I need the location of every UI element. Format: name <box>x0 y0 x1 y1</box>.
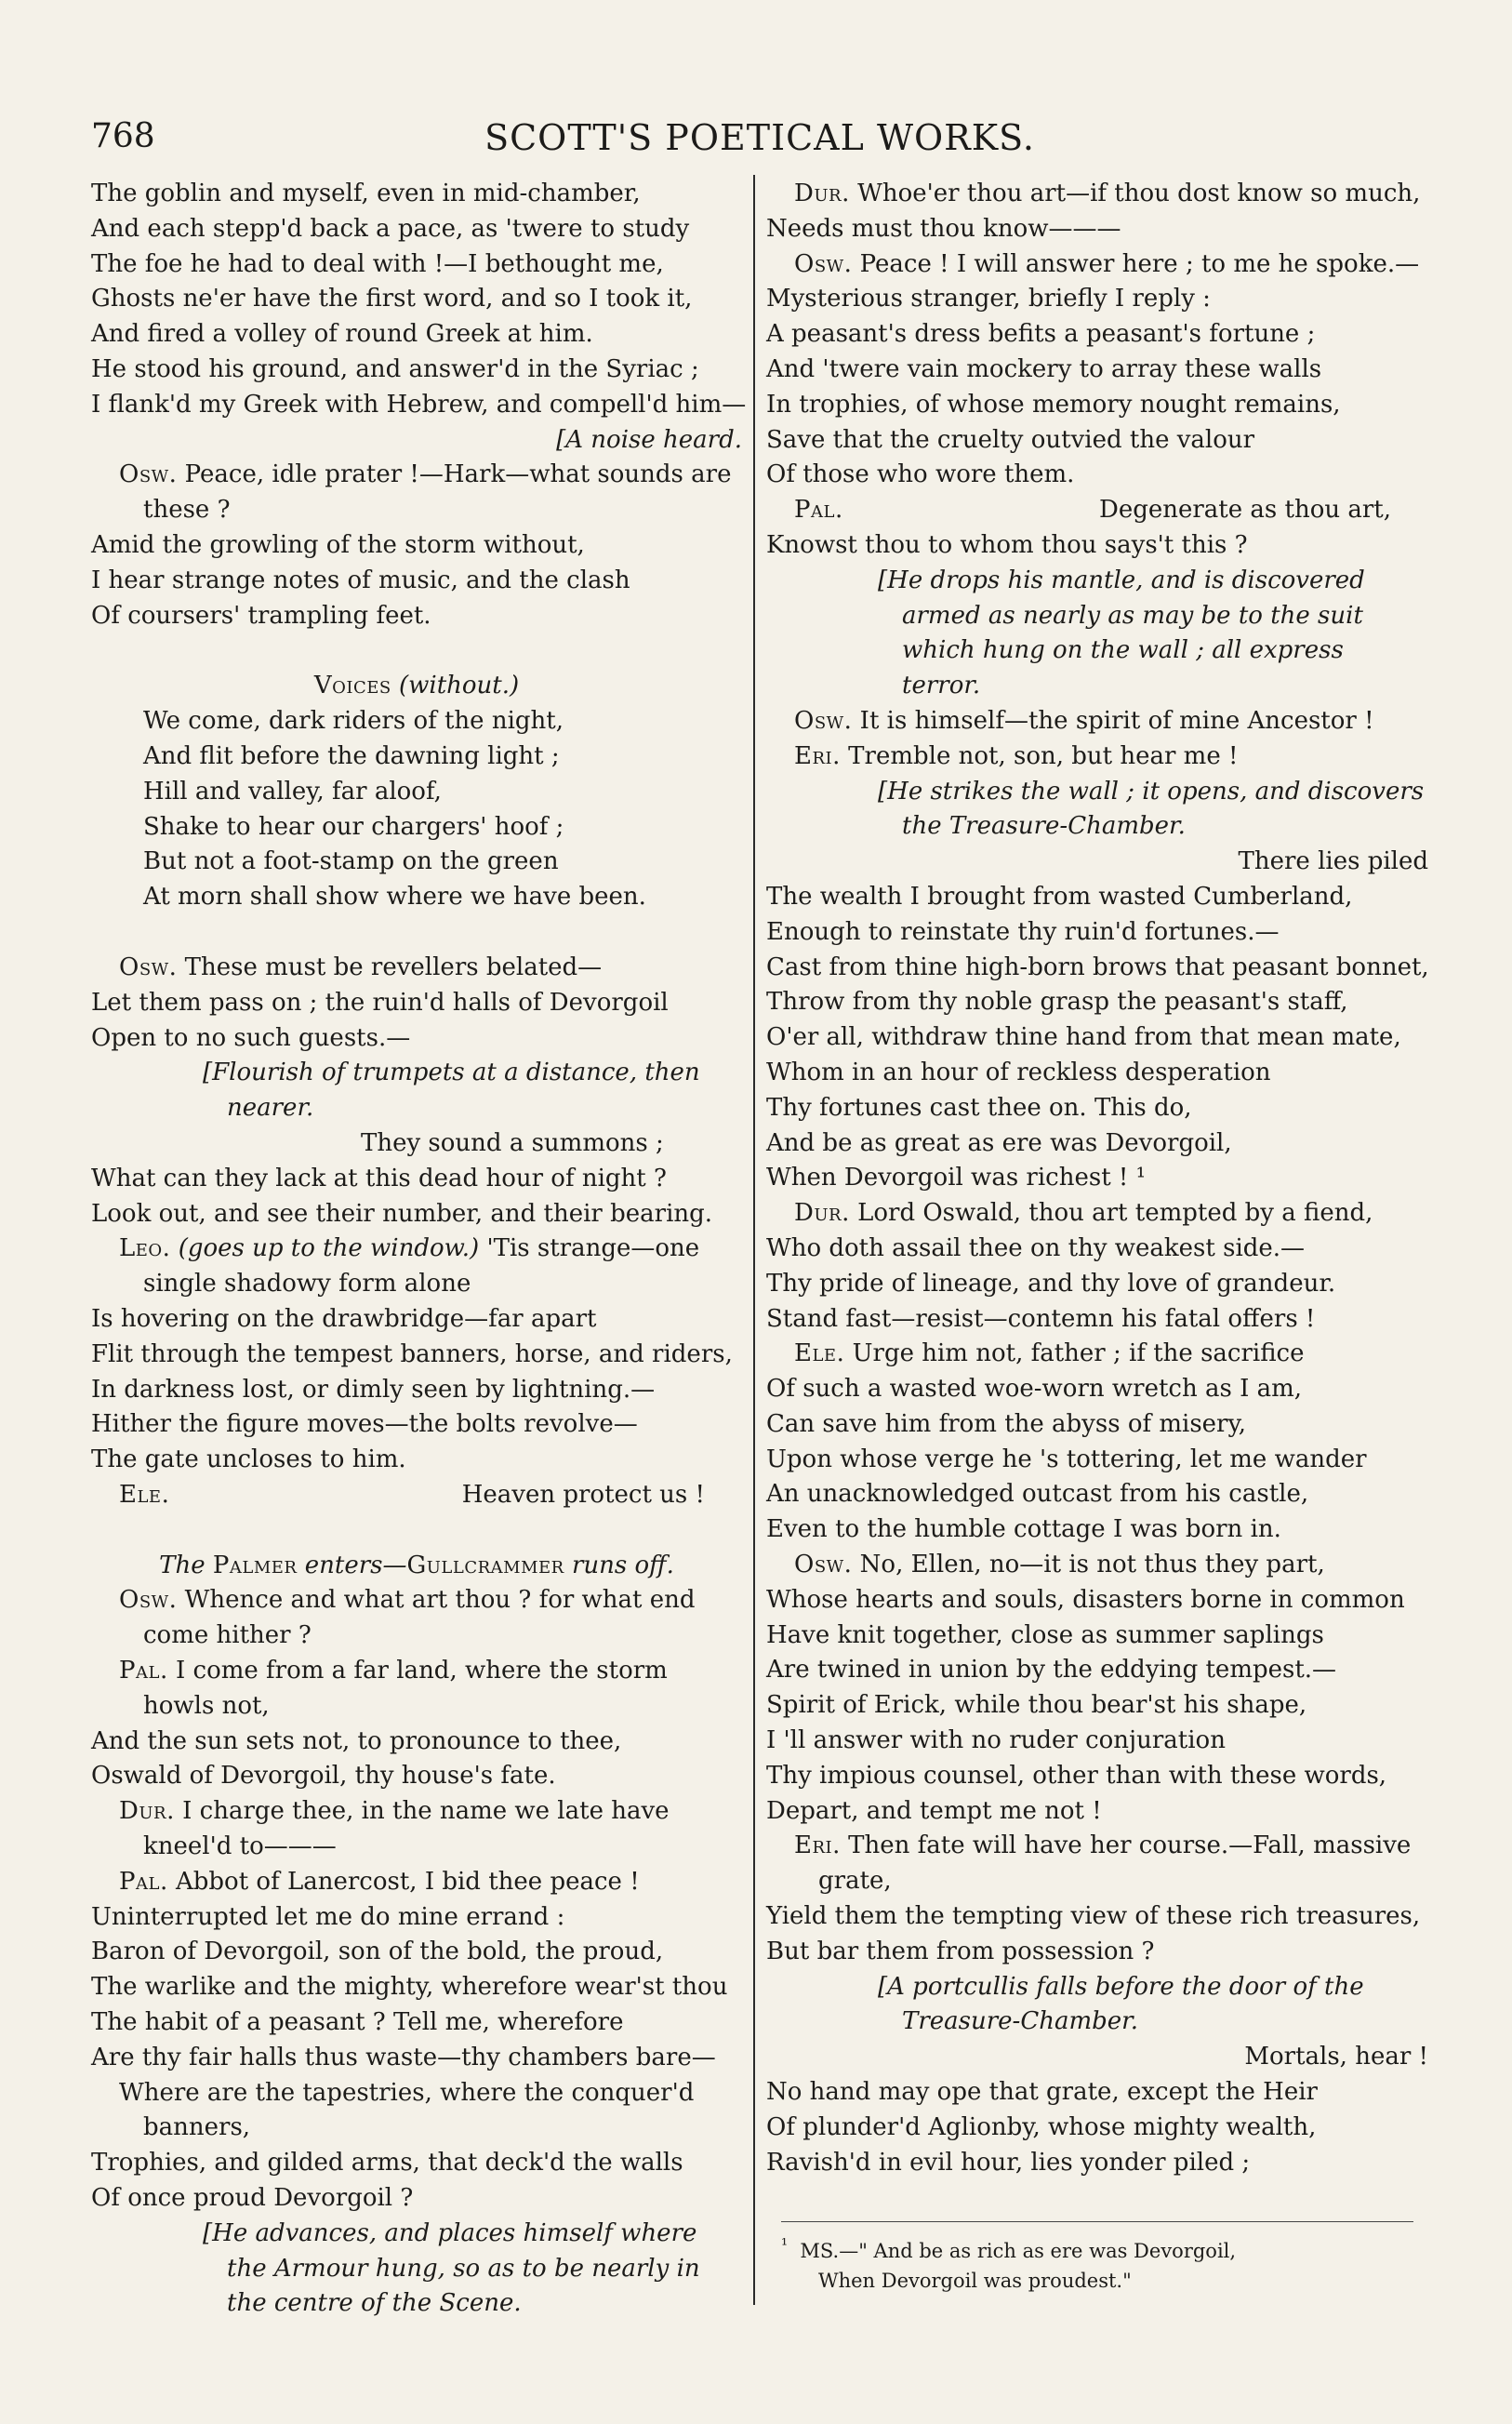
page-header <box>91 117 1428 164</box>
verse-line: The habit of a peasant ? Tell me, wherefore <box>91 2008 624 2037</box>
speech-line <box>91 1478 742 1513</box>
speaker-name: Osw. <box>794 706 853 735</box>
verse-line: Throw from thy noble grasp the peasant's staff, <box>766 988 1348 1017</box>
verse-line: Mysterious stranger, briefly I reply : <box>766 285 1211 313</box>
verse-line: Trophies, and gilded arms, that deck'd the walls <box>91 2149 683 2178</box>
verse-line: Open to no such guests.— <box>91 1023 411 1052</box>
verse-line: Ghosts ne'er have the first word, and so I took it, <box>91 285 693 313</box>
speaker-name: Pal. <box>119 1657 168 1685</box>
verse-line: Knowst thou to whom thou says't this ? <box>766 530 1248 559</box>
speech-line: Osw. No, Ellen, no—it is not thus they part, <box>794 1551 1325 1579</box>
verse-line: The gate uncloses to him. <box>91 1445 406 1474</box>
verse-line: Yield them the tempting view of these rich treasures, <box>766 1902 1421 1931</box>
stage-direction: [He advances, and places himself where the Armour hung, so as to be nearly in the centre of the Scene. <box>203 2218 700 2318</box>
verse-line: Cast from thine high-born brows that peasant bonnet, <box>766 952 1429 981</box>
stage-direction: [A noise heard. <box>556 425 742 454</box>
verse-line: Whom in an hour of reckless desperation <box>766 1058 1271 1086</box>
verse-line: Of coursers' trampling feet. <box>91 601 431 630</box>
verse-line: When Devorgoil was richest ! ¹ <box>766 1164 1147 1192</box>
verse-line: Stand fast—resist—contemn his fatal offers ! <box>766 1304 1316 1333</box>
verse-line: What can they lack at this dead hour of night ? <box>91 1164 667 1192</box>
verse-line: He stood his ground, and answer'd in the Syriac ; <box>91 354 699 383</box>
verse-line: Upon whose verge he 's tottering, let me wander <box>766 1445 1367 1473</box>
verse-line: Enough to reinstate thy ruin'd fortunes.— <box>766 917 1280 946</box>
verse-line: Thy fortunes cast thee on. This do, <box>766 1093 1192 1122</box>
speech-text: Degenerate as thou art, <box>1098 496 1391 525</box>
verse-line: Thy pride of lineage, and thy love of grandeur. <box>766 1269 1336 1298</box>
verse-line: The warlike and the mighty, wherefore wear'st thou <box>91 1973 728 2002</box>
character-name: Palmer <box>212 1551 298 1579</box>
speaker-name: Ele. <box>794 1339 845 1368</box>
verse-line: I 'll answer with no ruder conjuration <box>766 1726 1226 1755</box>
speaker-name: Pal. <box>794 496 843 525</box>
verse-line: Who doth assail thee on thy weakest side.— <box>766 1233 1306 1262</box>
speech-text: Heaven protect us ! <box>461 1480 705 1509</box>
speaker-name: Osw. <box>119 952 178 981</box>
speech-line <box>766 493 1428 528</box>
stage-direction: [He strikes the wall ; it opens, and discovers the Treasure-Chamber. <box>878 777 1425 841</box>
song-line: Shake to hear our chargers' hoof ; <box>143 812 564 841</box>
verse-line: And each stepp'd back a pace, as 'twere to study <box>91 214 690 243</box>
speaker-name: Osw. <box>794 1551 853 1579</box>
verse-line: The foe he had to deal with !—I bethought me, <box>91 249 664 278</box>
footnote-rule <box>781 2221 1413 2222</box>
song-line: But not a foot-stamp on the green <box>143 847 559 876</box>
speaker-name: Voices <box>313 672 391 700</box>
entrance-direction <box>91 1549 742 1584</box>
stage-direction: [A portcullis falls before the door of the Treasure-Chamber. <box>878 1972 1364 2036</box>
verse-line: No hand may ope that grate, except the Heir <box>766 2078 1318 2107</box>
direction-word: runs off. <box>564 1551 674 1579</box>
footnote-line-2: When Devorgoil was proudest." <box>818 2270 1132 2292</box>
verse-line: Are twined in union by the eddying tempest.— <box>766 1656 1337 1685</box>
speech-line: Pal. Abbot of Lanercost, I bid thee peace ! <box>119 1867 640 1896</box>
verse-line: Is hovering on the drawbridge—far apart <box>91 1304 597 1333</box>
verse-line: I hear strange notes of music, and the clash <box>91 566 630 594</box>
right-column <box>766 177 1428 2180</box>
speaker-name: Dur. <box>794 1199 850 1228</box>
speaker-name: Eri. <box>794 741 841 770</box>
speaker-name: Ele. <box>119 1480 170 1509</box>
speech-line: Eri. Tremble not, son, but hear me ! <box>794 741 1239 770</box>
verse-line: Oswald of Devorgoil, thy house's fate. <box>91 1762 556 1791</box>
verse-line: But bar them from possession ? <box>766 1937 1155 1965</box>
verse-line: Hither the figure moves—the bolts revolve— <box>91 1410 638 1439</box>
verse-line: Can save him from the abyss of misery, <box>766 1409 1246 1438</box>
footnote <box>781 2231 1423 2296</box>
verse-line: They sound a summons ; <box>361 1128 664 1157</box>
direction-word: enters— <box>297 1551 407 1579</box>
speaker-name: Osw. <box>119 1586 178 1615</box>
speech-line: Leo. (goes up to the window.) 'Tis strange—one single shadowy form alone <box>119 1234 700 1299</box>
speech-line: Osw. These must be revellers belated— <box>119 952 603 981</box>
verse-line: A peasant's dress befits a peasant's fortune ; <box>766 320 1316 349</box>
verse-line: An unacknowledged outcast from his castle, <box>766 1480 1309 1509</box>
verse-line: Ravish'd in evil hour, lies yonder piled ; <box>766 2148 1251 2177</box>
footnote-marker: ¹ <box>781 2236 789 2255</box>
speech-line: Pal. I come from a far land, where the storm howls not, <box>119 1657 668 1720</box>
verse-line: Depart, and tempt me not ! <box>766 1796 1102 1825</box>
verse-line: And fired a volley of round Greek at him. <box>91 320 593 349</box>
speaker-name: Leo. <box>119 1234 171 1263</box>
verse-line: Whose hearts and souls, disasters borne in common <box>766 1585 1405 1614</box>
verse-line: Are thy fair halls thus waste—thy chambers bare— <box>91 2043 716 2071</box>
verse-line: Look out, and see their number, and their bearing. <box>91 1199 713 1228</box>
direction-word: The <box>159 1551 213 1579</box>
speaker-name: Eri. <box>794 1831 841 1860</box>
speech-line: Ele. Urge him not, father ; if the sacrifice <box>794 1339 1305 1368</box>
verse-line: Save that the cruelty outvied the valour <box>766 425 1255 454</box>
inline-direction: (goes up to the window.) <box>178 1234 480 1263</box>
speaker-name: Osw. <box>794 249 853 278</box>
song-heading <box>91 669 742 704</box>
page-number: 768 <box>91 117 155 155</box>
verse-line: Thy impious counsel, other than with these words, <box>766 1761 1387 1790</box>
verse-line: Have knit together, close as summer saplings <box>766 1620 1324 1649</box>
song-line: And flit before the dawning light ; <box>143 741 560 770</box>
verse-line: The wealth I brought from wasted Cumberland, <box>766 882 1353 911</box>
verse-line: There lies piled <box>1238 847 1428 876</box>
song-line: Hill and valley, far aloof, <box>143 777 442 806</box>
spacer <box>91 915 742 951</box>
column-rule <box>753 175 755 2305</box>
speaker-name: Pal. <box>119 1867 168 1896</box>
speaker-name: Dur. <box>119 1797 175 1826</box>
speech-line: Eri. Then fate will have her course.—Fall, massive grate, <box>794 1831 1412 1896</box>
footnote-line-1: $^{^1}$ MS.—" And be as rich as ere was Devorgoil, <box>781 2236 1237 2262</box>
speech-line: Osw. Whence and what art thou ? for what end come hither ? <box>119 1586 696 1650</box>
verse-line: In darkness lost, or dimly seen by lightning.— <box>91 1375 656 1404</box>
inline-direction: (without.) <box>398 672 520 700</box>
speaker-name: Dur. <box>794 180 850 207</box>
verse-line: Spirit of Erick, while thou bear'st his shape, <box>766 1691 1307 1720</box>
left-column <box>91 177 747 2322</box>
verse-line: Let them pass on ; the ruin'd halls of Devorgoil <box>91 988 669 1017</box>
verse-line: Amid the growling of the storm without, <box>91 530 585 559</box>
speaker-name: Osw. <box>119 460 178 489</box>
verse-line: And 'twere vain mockery to array these walls <box>766 354 1322 383</box>
verse-line: Flit through the tempest banners, horse, and riders, <box>91 1339 733 1368</box>
verse-line: The goblin and myself, even in mid-chamber, <box>91 180 641 207</box>
verse-line: Needs must thou know——— <box>766 214 1121 243</box>
character-name: Gullcrammer <box>406 1551 564 1579</box>
spacer <box>91 633 742 669</box>
verse-line: Even to the humble cottage I was born in. <box>766 1515 1281 1544</box>
verse-line: Of such a wasted woe-worn wretch as I am, <box>766 1375 1303 1404</box>
verse-line: And be as great as ere was Devorgoil, <box>766 1128 1232 1157</box>
song-line: We come, dark riders of the night, <box>143 707 564 736</box>
spacer <box>91 1513 742 1549</box>
verse-line: Where are the tapestries, where the conquer'd banners, <box>119 2078 695 2142</box>
speech-line: Osw. Peace, idle prater !—Hark—what sounds are these ? <box>119 460 732 525</box>
stage-direction: [Flourish of trumpets at a distance, then nearer. <box>203 1059 700 1123</box>
verse-line: Of once proud Devorgoil ? <box>91 2184 414 2213</box>
verse-line: Of plunder'd Aglionby, whose mighty wealth, <box>766 2112 1317 2141</box>
speech-line: Osw. Peace ! I will answer here ; to me he spoke.— <box>794 249 1420 278</box>
speech-line: Dur. I charge thee, in the name we late have kneel'd to——— <box>119 1797 670 1861</box>
verse-line: O'er all, withdraw thine hand from that mean mate, <box>766 1023 1401 1052</box>
verse-line: Uninterrupted let me do mine errand : <box>91 1902 565 1931</box>
speech-line: Dur. Whoe'er thou art—if thou dost know so much, <box>794 180 1421 207</box>
speech-line: Osw. It is himself—the spirit of mine Ancestor ! <box>794 706 1374 735</box>
verse-line: Mortals, hear ! <box>1244 2043 1428 2071</box>
verse-line: Of those who wore them. <box>766 460 1075 489</box>
running-head: SCOTT'S POETICAL WORKS. <box>484 117 1035 158</box>
verse-line: In trophies, of whose memory nought remains, <box>766 390 1341 419</box>
song-line: At morn shall show where we have been. <box>143 883 646 912</box>
stage-direction: [He drops his mantle, and is discovered armed as nearly as may be to the suit which hung on the wall ; all express terror. <box>878 566 1365 700</box>
verse-line: Baron of Devorgoil, son of the bold, the proud, <box>91 1938 664 1966</box>
speech-line: Dur. Lord Oswald, thou art tempted by a fiend, <box>794 1199 1373 1228</box>
verse-line: I flank'd my Greek with Hebrew, and compell'd him— <box>91 390 747 419</box>
verse-line: And the sun sets not, to pronounce to thee, <box>91 1726 622 1755</box>
